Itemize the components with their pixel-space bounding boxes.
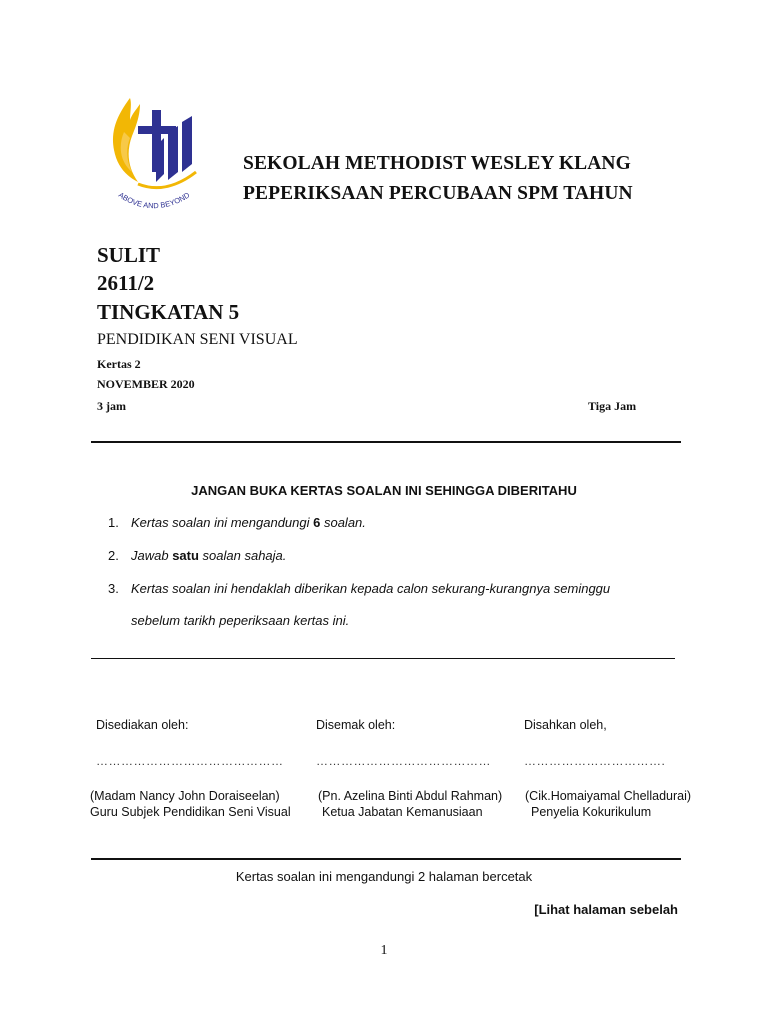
next-page-note: [Lihat halaman sebelah: [534, 902, 678, 917]
instruction-emphasis: satu: [172, 548, 199, 563]
paper-code: 2611/2: [97, 271, 155, 295]
form-level: TINGKATAN 5: [97, 300, 240, 324]
instruction-item: [108, 515, 366, 530]
prepared-by-label: Disediakan oleh:: [96, 718, 189, 732]
instruction-text: Kertas soalan ini hendaklah diberikan kepada calon sekurang-kurangnya seminggu: [131, 581, 611, 596]
instruction-text: Jawab: [131, 548, 173, 563]
instruction-number: 1.: [108, 515, 119, 530]
school-logo-icon: [108, 92, 206, 216]
instruction-item: [108, 581, 610, 596]
instruction-number: 3.: [108, 581, 119, 596]
prepared-by-role: Guru Subjek Pendidikan Seni Visual: [90, 805, 291, 819]
instruction-number: 2.: [108, 548, 119, 563]
prepared-by-name: (Madam Nancy John Doraiseelan): [90, 789, 280, 803]
instruction-emphasis: 6: [313, 515, 321, 530]
warning-text: JANGAN BUKA KERTAS SOALAN INI SEHINGGA DIBERITAHU: [191, 483, 577, 498]
instruction-text-end: soalan.: [320, 515, 366, 530]
exam-date: NOVEMBER 2020: [97, 377, 195, 391]
instruction-text-end: soalan sahaja.: [198, 548, 287, 563]
checked-by-role: Ketua Jabatan Kemanusiaan: [322, 805, 483, 819]
approved-by-name: (Cik.Homaiyamal Chelladurai): [525, 789, 692, 803]
pages-note: Kertas soalan ini mengandungi 2 halaman bercetak: [235, 869, 533, 884]
instruction-text: Kertas soalan ini mengandungi: [131, 515, 314, 530]
classification-label: SULIT: [97, 243, 161, 267]
logo-motto: ABOVE AND BEYOND: [116, 190, 192, 211]
signature-line-checked: ……………………………………: [316, 754, 491, 768]
duration: 3 jam: [97, 399, 126, 413]
subject-name: PENDIDIKAN SENI VISUAL: [97, 331, 298, 348]
divider-bottom: [91, 858, 681, 860]
page-number: 1: [380, 943, 388, 958]
logo-book-right: [168, 126, 178, 180]
instruction-continuation: sebelum tarikh peperiksaan kertas ini.: [131, 613, 350, 628]
school-name: SEKOLAH METHODIST WESLEY KLANG: [243, 153, 631, 174]
approved-by-label: Disahkan oleh,: [524, 718, 607, 732]
checked-by-label: Disemak oleh:: [316, 718, 396, 732]
paper-number: Kertas 2: [97, 357, 141, 371]
approved-by-role: Penyelia Kokurikulum: [531, 805, 652, 819]
divider-middle: [91, 658, 675, 659]
instruction-item: [108, 548, 286, 563]
checked-by-name: (Pn. Azelina Binti Abdul Rahman): [318, 789, 503, 803]
divider-top: [91, 441, 681, 443]
signature-line-approved: …………………………….: [524, 754, 666, 768]
exam-title: PEPERIKSAAN PERCUBAAN SPM TAHUN: [243, 183, 633, 204]
logo-swoosh: [138, 172, 196, 188]
duration-words: Tiga Jam: [588, 399, 637, 413]
logo-book-far: [182, 116, 192, 172]
signature-line-prepared: ………………………………………: [96, 754, 284, 768]
